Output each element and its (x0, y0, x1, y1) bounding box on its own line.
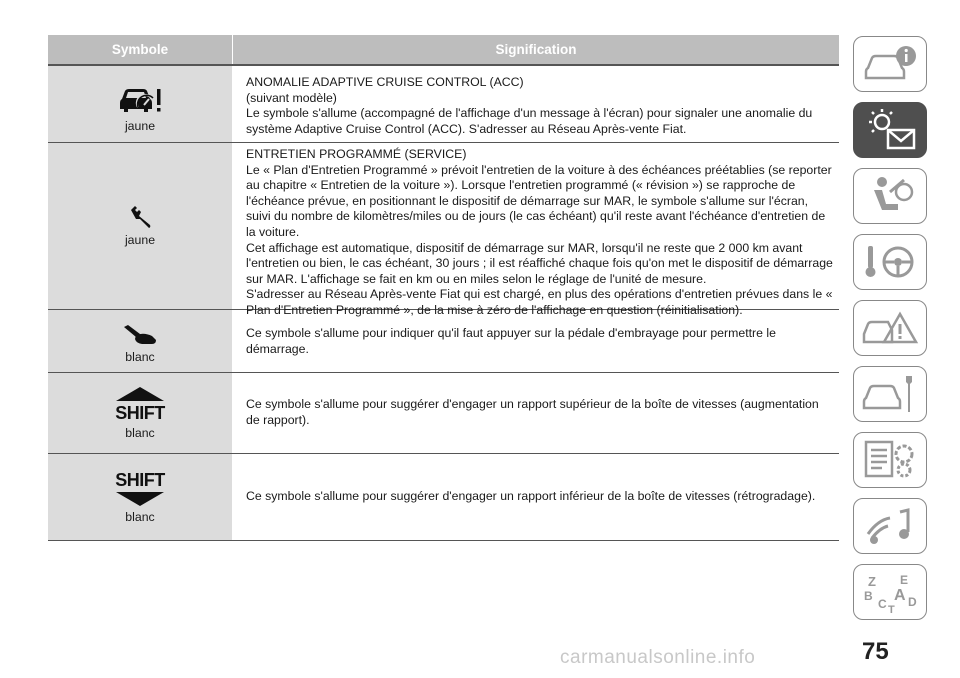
specs-gears-icon (860, 438, 920, 482)
shift-up-arrow-icon (116, 387, 164, 401)
svg-text:T: T (888, 604, 895, 614)
acc-warning-icon (116, 85, 164, 115)
shift-up-icon (115, 387, 165, 422)
shift-down-arrow-icon (116, 492, 164, 506)
key-steering-wheel-icon (860, 240, 920, 284)
meaning-cell (232, 373, 839, 453)
acc-description: Le symbole s'allume (accompagné de l'affichage d'un message à l'écran) pour signaler une anomalie du système Adaptive Cruise Control (ACC). S'adresser au Réseau Après-vente Fiat. (246, 106, 813, 136)
tab-warning-lights[interactable] (853, 102, 927, 158)
symbol-cell (48, 310, 232, 372)
shift-up-text: SHIFT (115, 402, 165, 423)
service-title: ENTRETIEN PROGRAMMÉ (SERVICE) (246, 147, 467, 161)
footer-watermark: carmanualsonline.info (560, 647, 756, 668)
tab-multimedia[interactable] (853, 498, 927, 554)
seat-airbag-icon (860, 174, 920, 218)
multimedia-icon (860, 504, 920, 548)
page-number: 75 (862, 638, 889, 665)
tab-maintenance[interactable] (853, 366, 927, 422)
warning-symbols-table (48, 35, 839, 541)
svg-text:A: A (894, 587, 906, 604)
tab-index[interactable] (853, 564, 927, 620)
symbol-color-label: blanc (125, 425, 155, 440)
svg-text:E: E (900, 573, 909, 587)
tab-car-info[interactable] (853, 36, 927, 92)
tab-starting-driving[interactable] (853, 234, 927, 290)
svg-text:C: C (878, 597, 887, 611)
svg-text:D: D (908, 595, 917, 609)
service-reset-info: S'adresser au Réseau Après-vente Fiat qui est chargé, en plus des opérations d'entretien prévues dans le « Plan d'Entretien Programmé », de la mise à zéro de l'affichage en question (réinitialisation). (246, 287, 833, 317)
alphabetical-index-icon (860, 570, 920, 614)
car-warning-triangle-icon (860, 306, 920, 350)
wrench-icon (128, 205, 152, 229)
car-wrench-icon (860, 372, 920, 416)
symbol-color-label: jaune (124, 233, 156, 247)
shift-down-icon (115, 471, 165, 506)
symbol-color-label: blanc (125, 350, 155, 364)
table-row (48, 454, 839, 541)
symbol-cell (48, 143, 232, 309)
meaning-cell (232, 143, 839, 317)
meaning-cell (232, 310, 839, 372)
warning-light-message-icon (860, 108, 920, 152)
symbol-cell (48, 373, 232, 453)
svg-text:Z: Z (868, 574, 876, 589)
tab-safety[interactable] (853, 168, 927, 224)
shift-down-description: Ce symbole s'allume pour suggérer d'engager un rapport inférieur de la boîte de vitesses (rétrogradage). (246, 489, 816, 504)
header-symbol: Symbole (111, 42, 169, 57)
meaning-cell (232, 66, 839, 142)
car-info-icon (860, 42, 920, 86)
symbol-cell (48, 454, 232, 540)
symbol-color-label: blanc (125, 509, 155, 524)
header-meaning: Signification (232, 35, 839, 64)
table-row (48, 66, 839, 143)
shift-up-description: Ce symbole s'allume pour suggérer d'engager un rapport supérieur de la boîte de vitesses (augmentation de rapport). (246, 397, 819, 427)
table-row (48, 310, 839, 373)
clutch-pedal-icon (122, 324, 158, 346)
symbol-color-label: jaune (124, 119, 156, 133)
acc-variant: (suivant modèle) (246, 90, 337, 105)
acc-title: ANOMALIE ADAPTIVE CRUISE CONTROL (ACC) (246, 75, 524, 89)
service-description: Le « Plan d'Entretien Programmé » prévoit l'entretien de la voiture à des échéances préétablies (se reporter au chapitre « Entretien de la voiture »). Lorsque l'entretien programmé (« révision ») se rapproche de l'échéance prévue, en positionnant le dispositif de démarrage sur MAR, le symbole s'allume sur l'écran, suivi du nombre de kilomètres/miles ou de jours (le cas échéant) qu'il reste avant l'échéance d'entretien de la voiture. (246, 162, 832, 239)
table-header (48, 35, 839, 66)
shift-down-text: SHIFT (115, 469, 165, 490)
tab-technical-specs[interactable] (853, 432, 927, 488)
symbol-cell (48, 66, 232, 142)
meaning-cell (232, 454, 839, 540)
table-row (48, 143, 839, 317)
tab-emergency[interactable] (853, 300, 927, 356)
chapter-tabs (853, 36, 929, 630)
table-row (48, 373, 839, 454)
svg-text:B: B (864, 589, 873, 603)
service-display-info: Cet affichage est automatique, dispositif de démarrage sur MAR, lorsqu'il ne reste que 2 000 km avant l'entretien ou bien, le cas échéant, 30 jours ; il est réaffiché chaque fois qu'on met le dispositif de démarrage sur MAR. L'affichage se fait en km ou en miles selon le réglage de l'unité de mesure. (246, 240, 833, 286)
clutch-description: Ce symbole s'allume pour indiquer qu'il faut appuyer sur la pédale d'embrayage pour permettre le démarrage. (246, 326, 776, 356)
